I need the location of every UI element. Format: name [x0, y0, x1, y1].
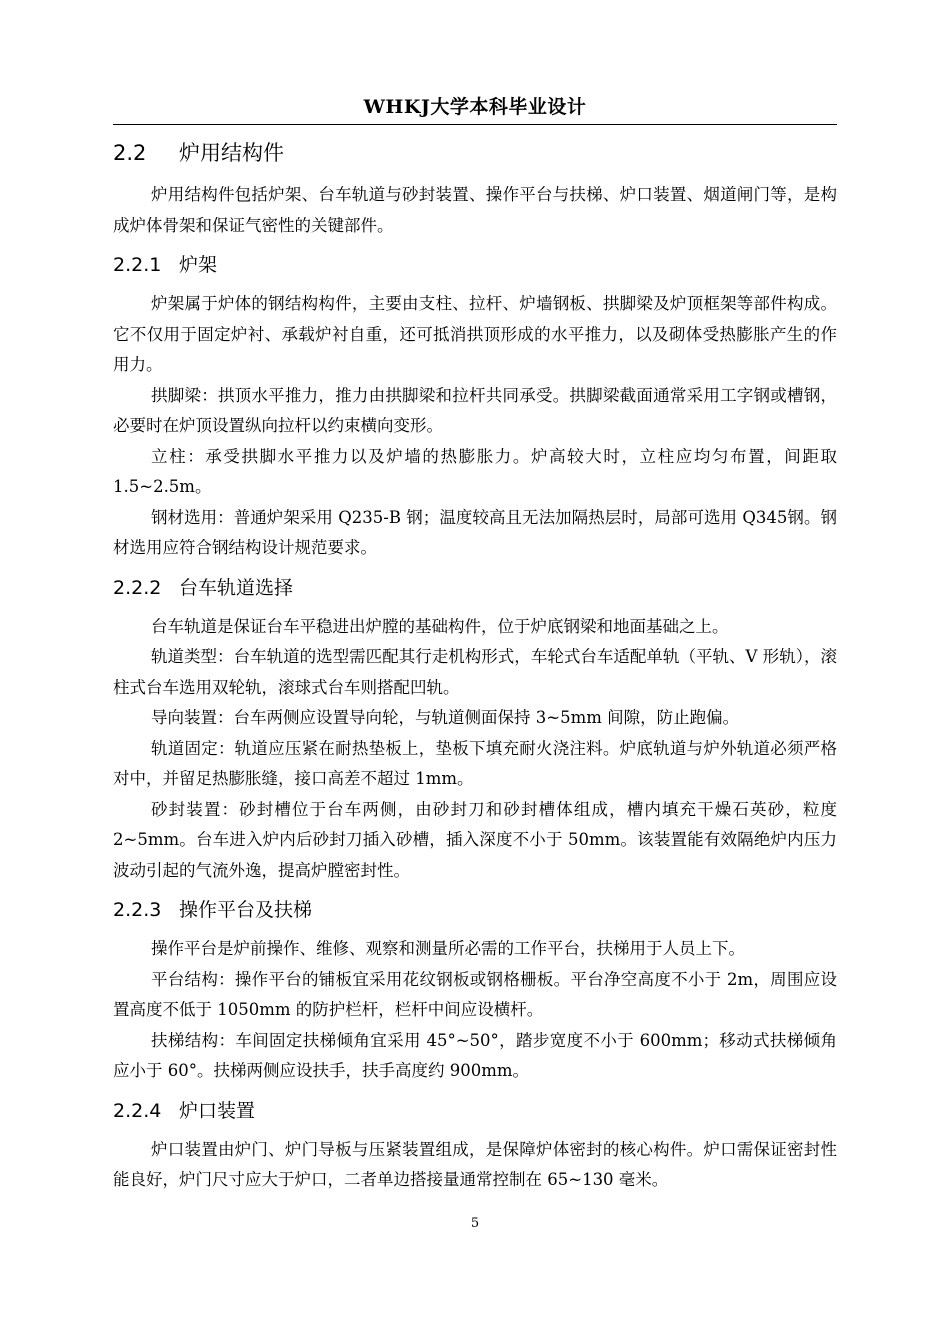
- paragraph: 平台结构：操作平台的铺板宜采用花纹钢板或钢格栅板。平台净空高度不小于 2m，周围应设置高度不低于 1050mm 的防护栏杆，栏杆中间应设横杆。: [113, 969, 837, 1019]
- paragraph: 轨道固定：轨道应压紧在耐热垫板上，垫板下填充耐火浇注料。炉底轨道与炉外轨道必须严格对中，并留足热膨胀缝，接口高差不超过 1mm。: [113, 738, 837, 788]
- paragraph: 轨道类型：台车轨道的选型需匹配其行走机构形式，车轮式台车适配单轨（平轨、V 形轨），滚柱式台车选用双轮轨，滚球式台车则搭配凹轨。: [113, 647, 837, 697]
- subsection-title: 炉架: [179, 254, 218, 276]
- section-intro: 炉用结构件包括炉架、台车轨道与砂封装置、操作平台与扶梯、炉口装置、烟道闸门等，是构成炉体骨架和保证气密性的关键部件。: [113, 185, 837, 235]
- section-heading: [113, 134, 837, 172]
- paragraph: 台车轨道是保证台车平稳进出炉膛的基础构件，位于炉底钢梁和地面基础之上。: [151, 616, 729, 636]
- paragraph: 钢材选用：普通炉架采用 Q235-B 钢；温度较高且无法加隔热层时，局部可选用 Q345钢。钢材选用应符合钢结构设计规范要求。: [113, 507, 837, 557]
- page-content: [113, 134, 837, 1196]
- subsection-heading: [113, 247, 837, 283]
- page-number: 5: [470, 1216, 480, 1231]
- paragraph: 导向装置：台车两侧应设置导向轮，与轨道侧面保持 3~5mm 间隙，防止跑偏。: [151, 708, 740, 727]
- subsection-title: 炉口装置: [179, 1099, 256, 1122]
- paragraph: 扶梯结构：车间固定扶梯倾角宜采用 45°~50°，踏步宽度不小于 600mm；移动式扶梯倾角应小于 60°。扶梯两侧应设扶手，扶手高度约 900mm。: [113, 1030, 837, 1080]
- subsection-title: 台车轨道选择: [179, 576, 294, 599]
- paragraph: 立柱：承受拱脚水平推力以及炉墙的热膨胀力。炉高较大时，立柱应均匀布置，间距取 1.5~2.5m。: [113, 446, 837, 496]
- paragraph: 操作平台是炉前操作、维修、观察和测量所必需的工作平台，扶梯用于人员上下。: [151, 939, 745, 958]
- subsection-number: 2.2.1: [113, 254, 162, 276]
- paragraph: 炉口装置由炉门、炉门导板与压紧装置组成，是保障炉体密封的核心构件。炉口需保证密封性能良好，炉门尺寸应大于炉口，二者单边搭接量通常控制在 65~130 毫米。: [113, 1139, 837, 1189]
- paragraph: 炉架属于炉体的钢结构构件，主要由支柱、拉杆、炉墙钢板、拱脚梁及炉顶框架等部件构成。它不仅用于固定炉衬、承载炉衬自重，还可抵消拱顶形成的水平推力，以及砌体受热膨胀产生的作用力。: [113, 294, 837, 374]
- header-rule: [113, 124, 837, 125]
- paragraph: 砂封装置：砂封槽位于台车两侧，由砂封刀和砂封槽体组成，槽内填充干燥石英砂，粒度 2~5mm。台车进入炉内后砂封刀插入砂槽，插入深度不小于 50mm。该装置能有效隔绝炉内压力波动引起的气流外逸，提高炉膛密封性。: [113, 799, 837, 880]
- subsection-number: 2.2.2: [113, 576, 162, 599]
- subsection-heading: [113, 570, 837, 606]
- section-number: 2.2: [113, 141, 147, 165]
- subsection-heading: [113, 892, 837, 928]
- subsection-title: 操作平台及扶梯: [179, 899, 313, 921]
- subsection-heading: [113, 1093, 837, 1129]
- running-header: WHKJ大学本科毕业设计: [363, 96, 587, 118]
- section-title: 炉用结构件: [179, 141, 284, 165]
- subsection-number: 2.2.4: [113, 1099, 162, 1122]
- paragraph: 拱脚梁：拱顶水平推力，推力由拱脚梁和拉杆共同承受。拱脚梁截面通常采用工字钢或槽钢，必要时在炉顶设置纵向拉杆以约束横向变形。: [113, 385, 837, 435]
- subsection-number: 2.2.3: [113, 899, 162, 921]
